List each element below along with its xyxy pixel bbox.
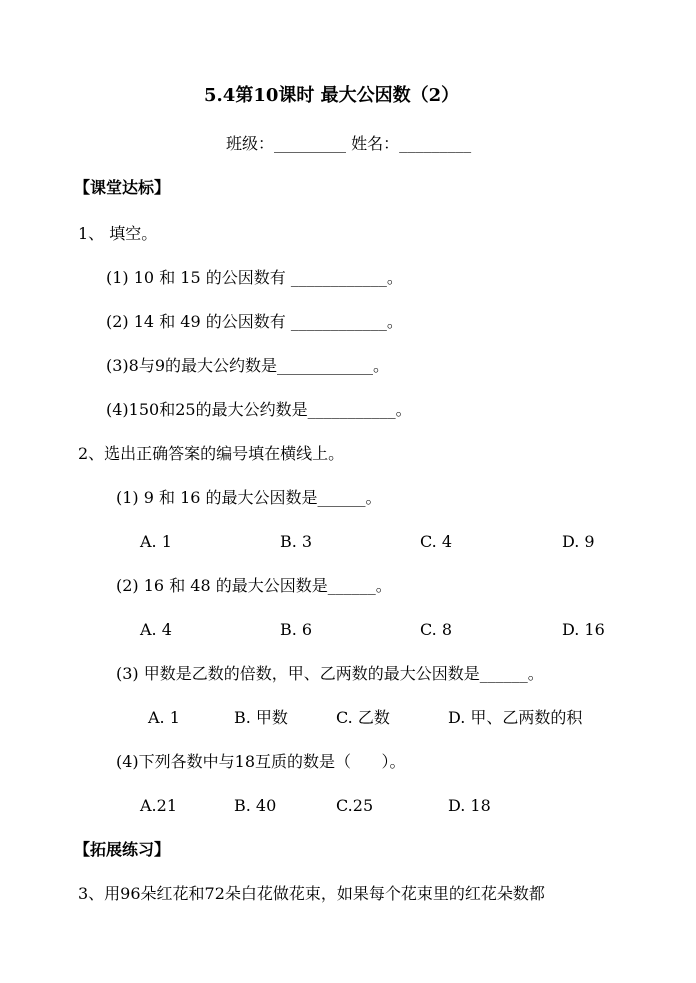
- q2-3-option-a: A. 1: [148, 708, 180, 727]
- q2-4-option-d: D. 18: [448, 796, 491, 815]
- q2-3-option-d: D. 甲、乙两数的积: [448, 708, 583, 727]
- q2-4-option-c: C.25: [336, 796, 374, 815]
- q2-4-option-a: A.21: [140, 796, 177, 815]
- q2-2-option-d: D. 16: [562, 620, 605, 639]
- question-1-item-2: (2) 14 和 49 的公因数有 ____________。: [106, 312, 403, 331]
- q2-1-option-b: B. 3: [280, 532, 313, 551]
- q2-3-option-c: C. 乙数: [336, 708, 390, 727]
- question-1-item-4: (4)150和25的最大公约数是___________。: [106, 400, 412, 419]
- question-2-sub-4: (4)下列各数中与18互质的数是（ ）。: [116, 752, 406, 771]
- q2-1-option-d: D. 9: [562, 532, 595, 551]
- question-3-stem: 3、用96朵红花和72朵白花做花束，如果每个花束里的红花朵数都: [78, 884, 545, 903]
- class-name-line: 班级：_________ 姓名：_________: [226, 134, 472, 153]
- q2-4-option-b: B. 40: [234, 796, 277, 815]
- page-title: 5.4第10课时 最大公因数（2）: [204, 85, 460, 106]
- question-1-stem: 1、 填空。: [78, 224, 158, 243]
- question-1-item-1: (1) 10 和 15 的公因数有 ____________。: [106, 268, 403, 287]
- question-2-sub-3: (3) 甲数是乙数的倍数，甲、乙两数的最大公因数是______。: [116, 664, 544, 683]
- q2-3-option-b: B. 甲数: [234, 708, 288, 727]
- question-2-stem: 2、选出正确答案的编号填在横线上。: [78, 444, 345, 463]
- section-heading-extension: 【拓展练习】: [74, 840, 171, 859]
- question-1-item-3: (3)8与9的最大公约数是____________。: [106, 356, 390, 375]
- question-2-sub-1: (1) 9 和 16 的最大公因数是______。: [116, 488, 382, 507]
- question-2-sub-2: (2) 16 和 48 的最大公因数是______。: [116, 576, 392, 595]
- q2-2-option-a: A. 4: [140, 620, 172, 639]
- q2-2-option-c: C. 8: [420, 620, 453, 639]
- section-heading-practice: 【课堂达标】: [74, 178, 171, 197]
- q2-1-option-c: C. 4: [420, 532, 453, 551]
- q2-1-option-a: A. 1: [140, 532, 172, 551]
- q2-2-option-b: B. 6: [280, 620, 313, 639]
